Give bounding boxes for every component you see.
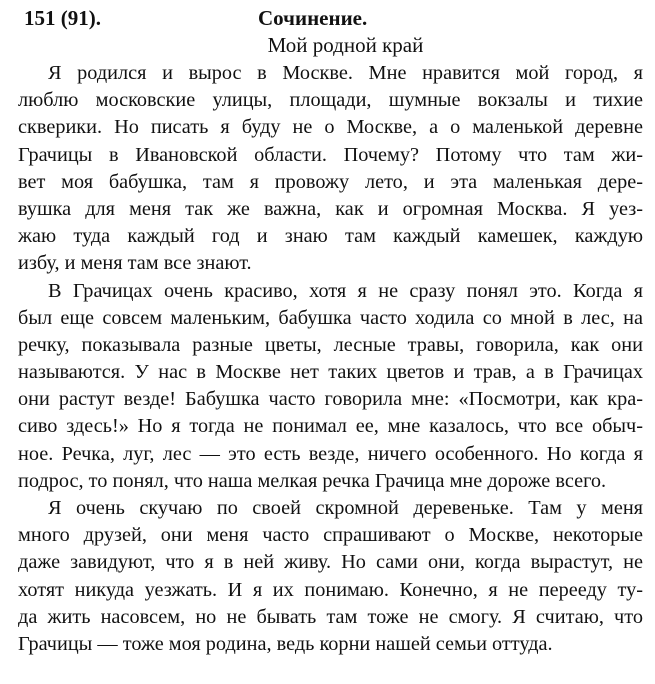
text-line: они растут везде! Бабушка часто говорила мне: «Посмотри, как кра- (18, 388, 643, 411)
text-line: хотят никуда уезжать. И я их понимаю. Конечно, я не перееду ту- (18, 578, 643, 601)
text-line: скверики. Но писать я буду не о Москве, а о маленькой деревне (18, 116, 643, 139)
header-row (18, 4, 643, 32)
paragraph-2 (18, 278, 643, 496)
essay-title: Мой родной край (267, 33, 424, 57)
text-line: вет моя бабушка, там я провожу лето, и эта маленькая дере- (18, 170, 643, 193)
text-line: даже завидуют, что я в ней живу. Но сами они, когда вырастут, не (18, 551, 643, 574)
text-line: Грачицы — тоже моя родина, ведь корни нашей семьи оттуда. (18, 632, 553, 655)
exercise-number: 151 (91). (24, 6, 101, 30)
text-line: много друзей, они меня часто спрашивают о Москве, некоторые (18, 524, 643, 547)
section-title: Сочинение. (258, 6, 368, 30)
paragraph-3 (18, 495, 643, 658)
text-line: Я родился и вырос в Москве. Мне нравится мой город, я (48, 62, 643, 84)
text-line: да жить насовсем, но не бывать там тоже не смогу. Я считаю, что (18, 605, 643, 628)
text-line: подрос, то понял, что наша мелкая речка Грачица мне дороже всего. (18, 469, 607, 492)
text-line: вушка для меня так же важна, как и огромная Москва. Я уез- (18, 197, 643, 220)
text-line: В Грачицах очень красиво, хотя я не сразу понял это. Когда я (48, 279, 643, 302)
text-line: был еще совсем маленьким, бабушка часто ходила со мной в лес, на (18, 306, 643, 329)
text-line: речку, показывала разные цветы, лесные травы, говорила, как они (18, 333, 643, 356)
paragraph-1 (18, 60, 643, 278)
text-line: ное. Речка, луг, лес — это есть везде, ничего особенного. Но когда я (18, 442, 643, 465)
text-line: избу, и меня там все знают. (18, 252, 252, 275)
text-line: Грачицы в Ивановской области. Почему? Потому что там жи- (18, 143, 643, 166)
text-line: сиво здесь!» Но я тогда не понимал ее, мне казалось, что все обыч- (18, 415, 643, 438)
document-page (18, 4, 643, 658)
text-line: называются. У нас в Москве нет таких цветов и трав, а в Грачицах (18, 361, 643, 384)
text-line: люблю московские улицы, площади, шумные вокзалы и тихие (18, 89, 643, 112)
text-line: Я очень скучаю по своей скромной деревеньке. Там у меня (48, 497, 643, 519)
text-line: жаю туда каждый год и знаю там каждый камешек, каждую (18, 225, 643, 248)
